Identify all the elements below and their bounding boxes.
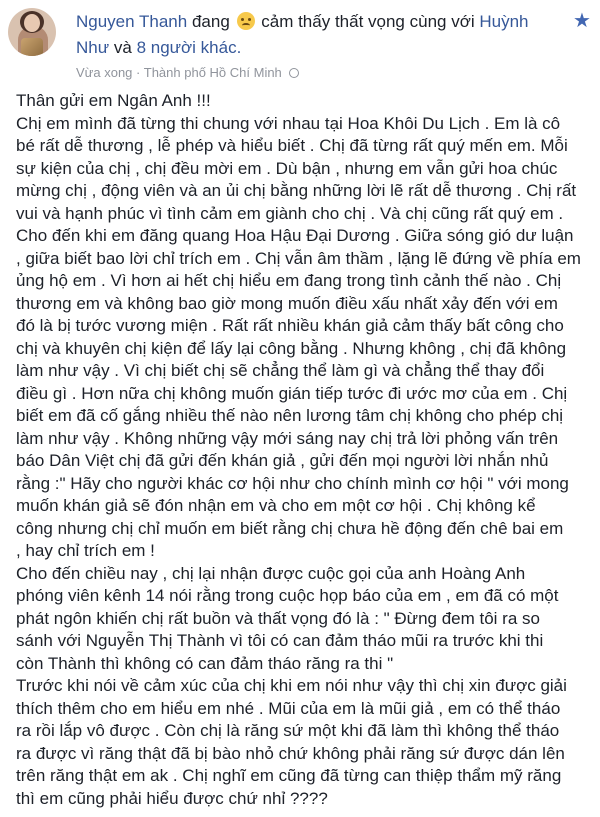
feeling-verb: đang bbox=[191, 12, 230, 31]
post-paragraph-3: Trước khi nói về cảm xúc của chị khi em nói như vậy thì chị xin được giải thích thêm cho em hiểu em nhé . Mũi của em là mũi giả , em có thể tháo ra rồi lắp vô được . Còn chị là răng sứ một khi đã làm thì không thể tháo ra được vì răng thật đã bị bào nhỏ chứ không phải răng sứ được dán lên trên răng thật em ak . Chị nghĩ em cũng đã từng can thiệp thẩm mỹ răng thì em cũng phải hiểu được chứ nhỉ ???? bbox=[16, 676, 567, 808]
post-paragraph-1: Chị em mình đã từng thi chung với nhau tại Hoa Khôi Du Lịch . Em là cô bé rất dễ thương , lễ phép và hiểu biết . Chị đã từng rất quý mến em. Mỗi sự kiện của chị , chị đều mời em . Dù bận , nhưng em vẫn gửi hoa chúc mừng chị , động viên và an ủi chị bằng những lời lẽ rất dễ thương . Chị rất vui và hạnh phúc vì tình cảm em giành cho chị . Và chị cũng rất quý em . Cho đến khi em đăng quang Hoa Hậu Đại Dương . Giữa sóng gió dư luận , giữa biết bao lời chỉ trích em . Chị vẫn âm thầm , lặng lẽ đứng về phía em ủng hộ em . Vì hơn ai hết chị hiểu em đang trong tình cảnh thế nào . Chị thương em và không bao giờ mong muốn điều xấu nhất xảy đến với em đó là bị tước vương miện . Rất rất nhiều khán giả cảm thấy bất công cho chị và khuyên chị kiện để lấy lại công bằng . Nhưng không , chị đã không làm như vậy . Vì chị biết chị sẽ chẳng thể làm gì và chẳng thể thay đổi điều gì . Hơn nữa chị không muốn gián tiếp tước đi ước mơ của em . Chị biết em đã cố gắng nhiều thế nào nên lương tâm chị không cho phép chị làm như vậy . Không những vậy mới sáng nay chị trả lời phỏng vấn trên báo Dân Việt chị đã gửi đến khán giả , gửi đến mọi người lời nhắn nhủ rằng :" Hãy cho người khác cơ hội như cho chính mình cơ hội " với mong muốn khán giả sẽ đón nhận em và cho em một cơ hội . Chị không kể công nhưng chị chỉ muốn em biết rằng chị chưa hề động đến chê bai em , hay chỉ trích em ! bbox=[16, 113, 581, 560]
star-icon[interactable]: ★ bbox=[573, 10, 591, 32]
globe-icon[interactable] bbox=[289, 68, 299, 78]
post-location[interactable]: Thành phố Hồ Chí Minh bbox=[143, 65, 282, 80]
post-body bbox=[16, 90, 594, 810]
post-header-line bbox=[76, 10, 529, 34]
tagged-person-name-cont[interactable]: Như bbox=[76, 38, 110, 57]
feeling-text: cảm thấy thất vọng cùng với bbox=[261, 12, 475, 31]
and-text: và bbox=[113, 38, 132, 57]
post-header bbox=[0, 0, 600, 92]
tagged-others-link[interactable]: 8 người khác. bbox=[136, 38, 242, 57]
tagged-person-name[interactable]: Huỳnh bbox=[479, 12, 529, 31]
post-header-line-2 bbox=[76, 36, 241, 60]
post-greeting: Thân gửi em Ngân Anh !!! bbox=[16, 91, 211, 110]
author-name[interactable]: Nguyen Thanh bbox=[76, 12, 188, 31]
avatar-dress bbox=[21, 38, 43, 56]
post-meta bbox=[76, 64, 299, 82]
meta-separator: · bbox=[136, 65, 141, 80]
avatar[interactable] bbox=[8, 8, 56, 56]
post-paragraph-2: Cho đến chiều nay , chị lại nhận được cuộc gọi của anh Hoàng Anh phóng viên kênh 14 nói rằng trong cuộc họp báo của em , em đã có một phát ngôn khiến chị rất buồn và thất vọng đó là : " Đừng đem tôi ra so sánh với Nguyễn Thị Thành vì tôi có can đảm tháo mũi ra trước khi thi còn Thành thì không có can đảm tháo răng ra thi " bbox=[16, 563, 559, 673]
worried-face-emoji-icon bbox=[237, 12, 255, 30]
post-timestamp[interactable]: Vừa xong bbox=[76, 65, 133, 80]
avatar-face bbox=[24, 14, 40, 32]
